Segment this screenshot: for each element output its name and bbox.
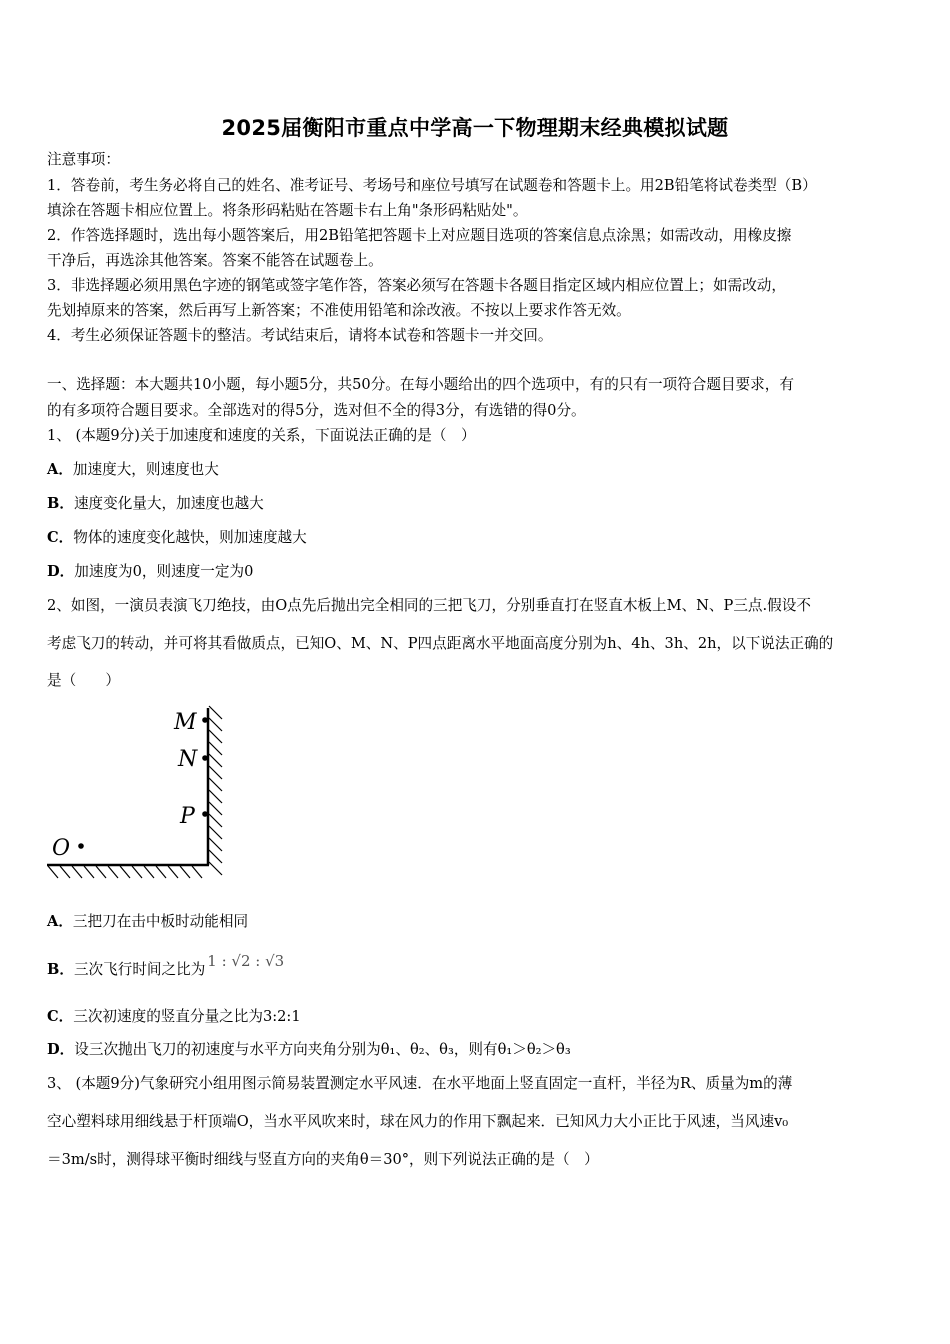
point-m (202, 717, 208, 723)
label-o: O (52, 836, 71, 861)
q2-option-d (47, 1041, 571, 1059)
notice-line: 先划掉原来的答案，然后再写上新答案；不准使用铅笔和涂改液。不按以上要求作答无效。 (47, 302, 631, 319)
page-title: 2025届衡阳市重点中学高一下物理期末经典模拟试题 (221, 116, 729, 140)
option-text: 三把刀在击中板时动能相同 (72, 913, 249, 930)
q1-option-a (47, 461, 219, 479)
section-heading-cont: 的有多项符合题目要求。全部选对的得5分，选对但不全的得3分，有选错的得0分。 (47, 402, 586, 419)
q2-option-a (47, 913, 248, 931)
option-letter: D． (47, 563, 75, 580)
option-letter: D． (47, 1041, 75, 1058)
notice-line: 1．答卷前，考生务必将自己的姓名、准考证号、考场号和座位号填写在试题卷和答题卡上。用2B铅笔将试卷类型（B） (47, 177, 817, 194)
point-o (78, 843, 84, 849)
q2-stem-line: 是（ ） (47, 672, 120, 689)
q1-option-b (47, 495, 264, 513)
notice-line: 3．非选择题必须用黑色字迹的钢笔或签字笔作答，答案必须写在答题卡各题目指定区域内相应位置上；如需改动， (47, 277, 786, 294)
ratio-formula: 1 : √2 : √3 (207, 952, 285, 970)
option-letter: A． (47, 913, 73, 930)
option-text: 三次初速度的竖直分量之比为3:2:1 (73, 1008, 301, 1025)
option-text: 物体的速度变化越快，则加速度越大 (73, 529, 307, 546)
q2-option-c (47, 1008, 301, 1026)
option-letter: B． (47, 495, 74, 512)
option-text: 设三次抛出飞刀的初速度与水平方向夹角分别为θ₁、θ₂、θ₃，则有θ₁＞θ₂＞θ₃ (74, 1041, 571, 1058)
section-heading: 一、选择题：本大题共10小题，每小题5分，共50分。在每小题给出的四个选项中，有的只有一项符合题目要求，有 (47, 376, 794, 393)
notice-line: 2．作答选择题时，选出每小题答案后，用2B铅笔把答题卡上对应题目选项的答案信息点涂黑；如需改动，用橡皮擦 (47, 227, 792, 244)
q1-option-c (47, 529, 307, 547)
option-text: 速度变化量大，加速度也越大 (73, 495, 264, 512)
option-letter: C． (47, 1008, 74, 1025)
q2-stem-line: 2、如图，一演员表演飞刀绝技，由O点先后抛出完全相同的三把飞刀，分别垂直打在竖直木板上M、N、P三点.假设不 (47, 597, 811, 614)
option-text: 加速度大，则速度也大 (72, 461, 219, 478)
wall-hatching (209, 706, 222, 875)
option-text: 加速度为0，则速度一定为0 (74, 563, 254, 580)
q2-option-b (47, 952, 285, 979)
option-letter: B． (47, 961, 74, 978)
q3-stem-line: 3、 (本题9分)气象研究小组用图示简易装置测定水平风速．在水平地面上竖直固定一直杆，半径为R、质量为m的薄 (47, 1075, 793, 1092)
q3-stem-line: ＝3m/s时，测得球平衡时细线与竖直方向的夹角θ＝30°，则下列说法正确的是（ ） (47, 1151, 599, 1168)
knife-throw-figure (44, 700, 234, 890)
point-n (202, 755, 208, 761)
label-m: M (174, 710, 197, 735)
ground-hatching (48, 866, 202, 878)
point-p (202, 811, 208, 817)
q3-stem-line: 空心塑料球用细线悬于杆顶端O，当水平风吹来时，球在风力的作用下飘起来．已知风力大小正比于风速，当风速v₀ (47, 1113, 789, 1130)
notice-line: 4．考生必须保证答题卡的整洁。考试结束后，请将本试卷和答题卡一并交回。 (47, 327, 553, 344)
label-p: P (180, 804, 195, 829)
option-letter: A． (47, 461, 73, 478)
option-letter: C． (47, 529, 74, 546)
q1-option-d (47, 563, 253, 581)
option-text: 三次飞行时间之比为 (73, 961, 206, 978)
notice-line: 填涂在答题卡相应位置上。将条形码粘贴在答题卡右上角"条形码粘贴处"。 (47, 202, 528, 219)
label-n: N (178, 747, 198, 772)
notice-heading: 注意事项： (47, 151, 120, 168)
q1-stem: 1、 (本题9分)关于加速度和速度的关系，下面说法正确的是（ ） (47, 427, 476, 444)
notice-line: 干净后，再选涂其他答案。答案不能答在试题卷上。 (47, 252, 383, 269)
q2-stem-line: 考虑飞刀的转动，并可将其看做质点，已知O、M、N、P四点距离水平地面高度分别为h、4h、3h、2h，以下说法正确的 (47, 635, 834, 652)
